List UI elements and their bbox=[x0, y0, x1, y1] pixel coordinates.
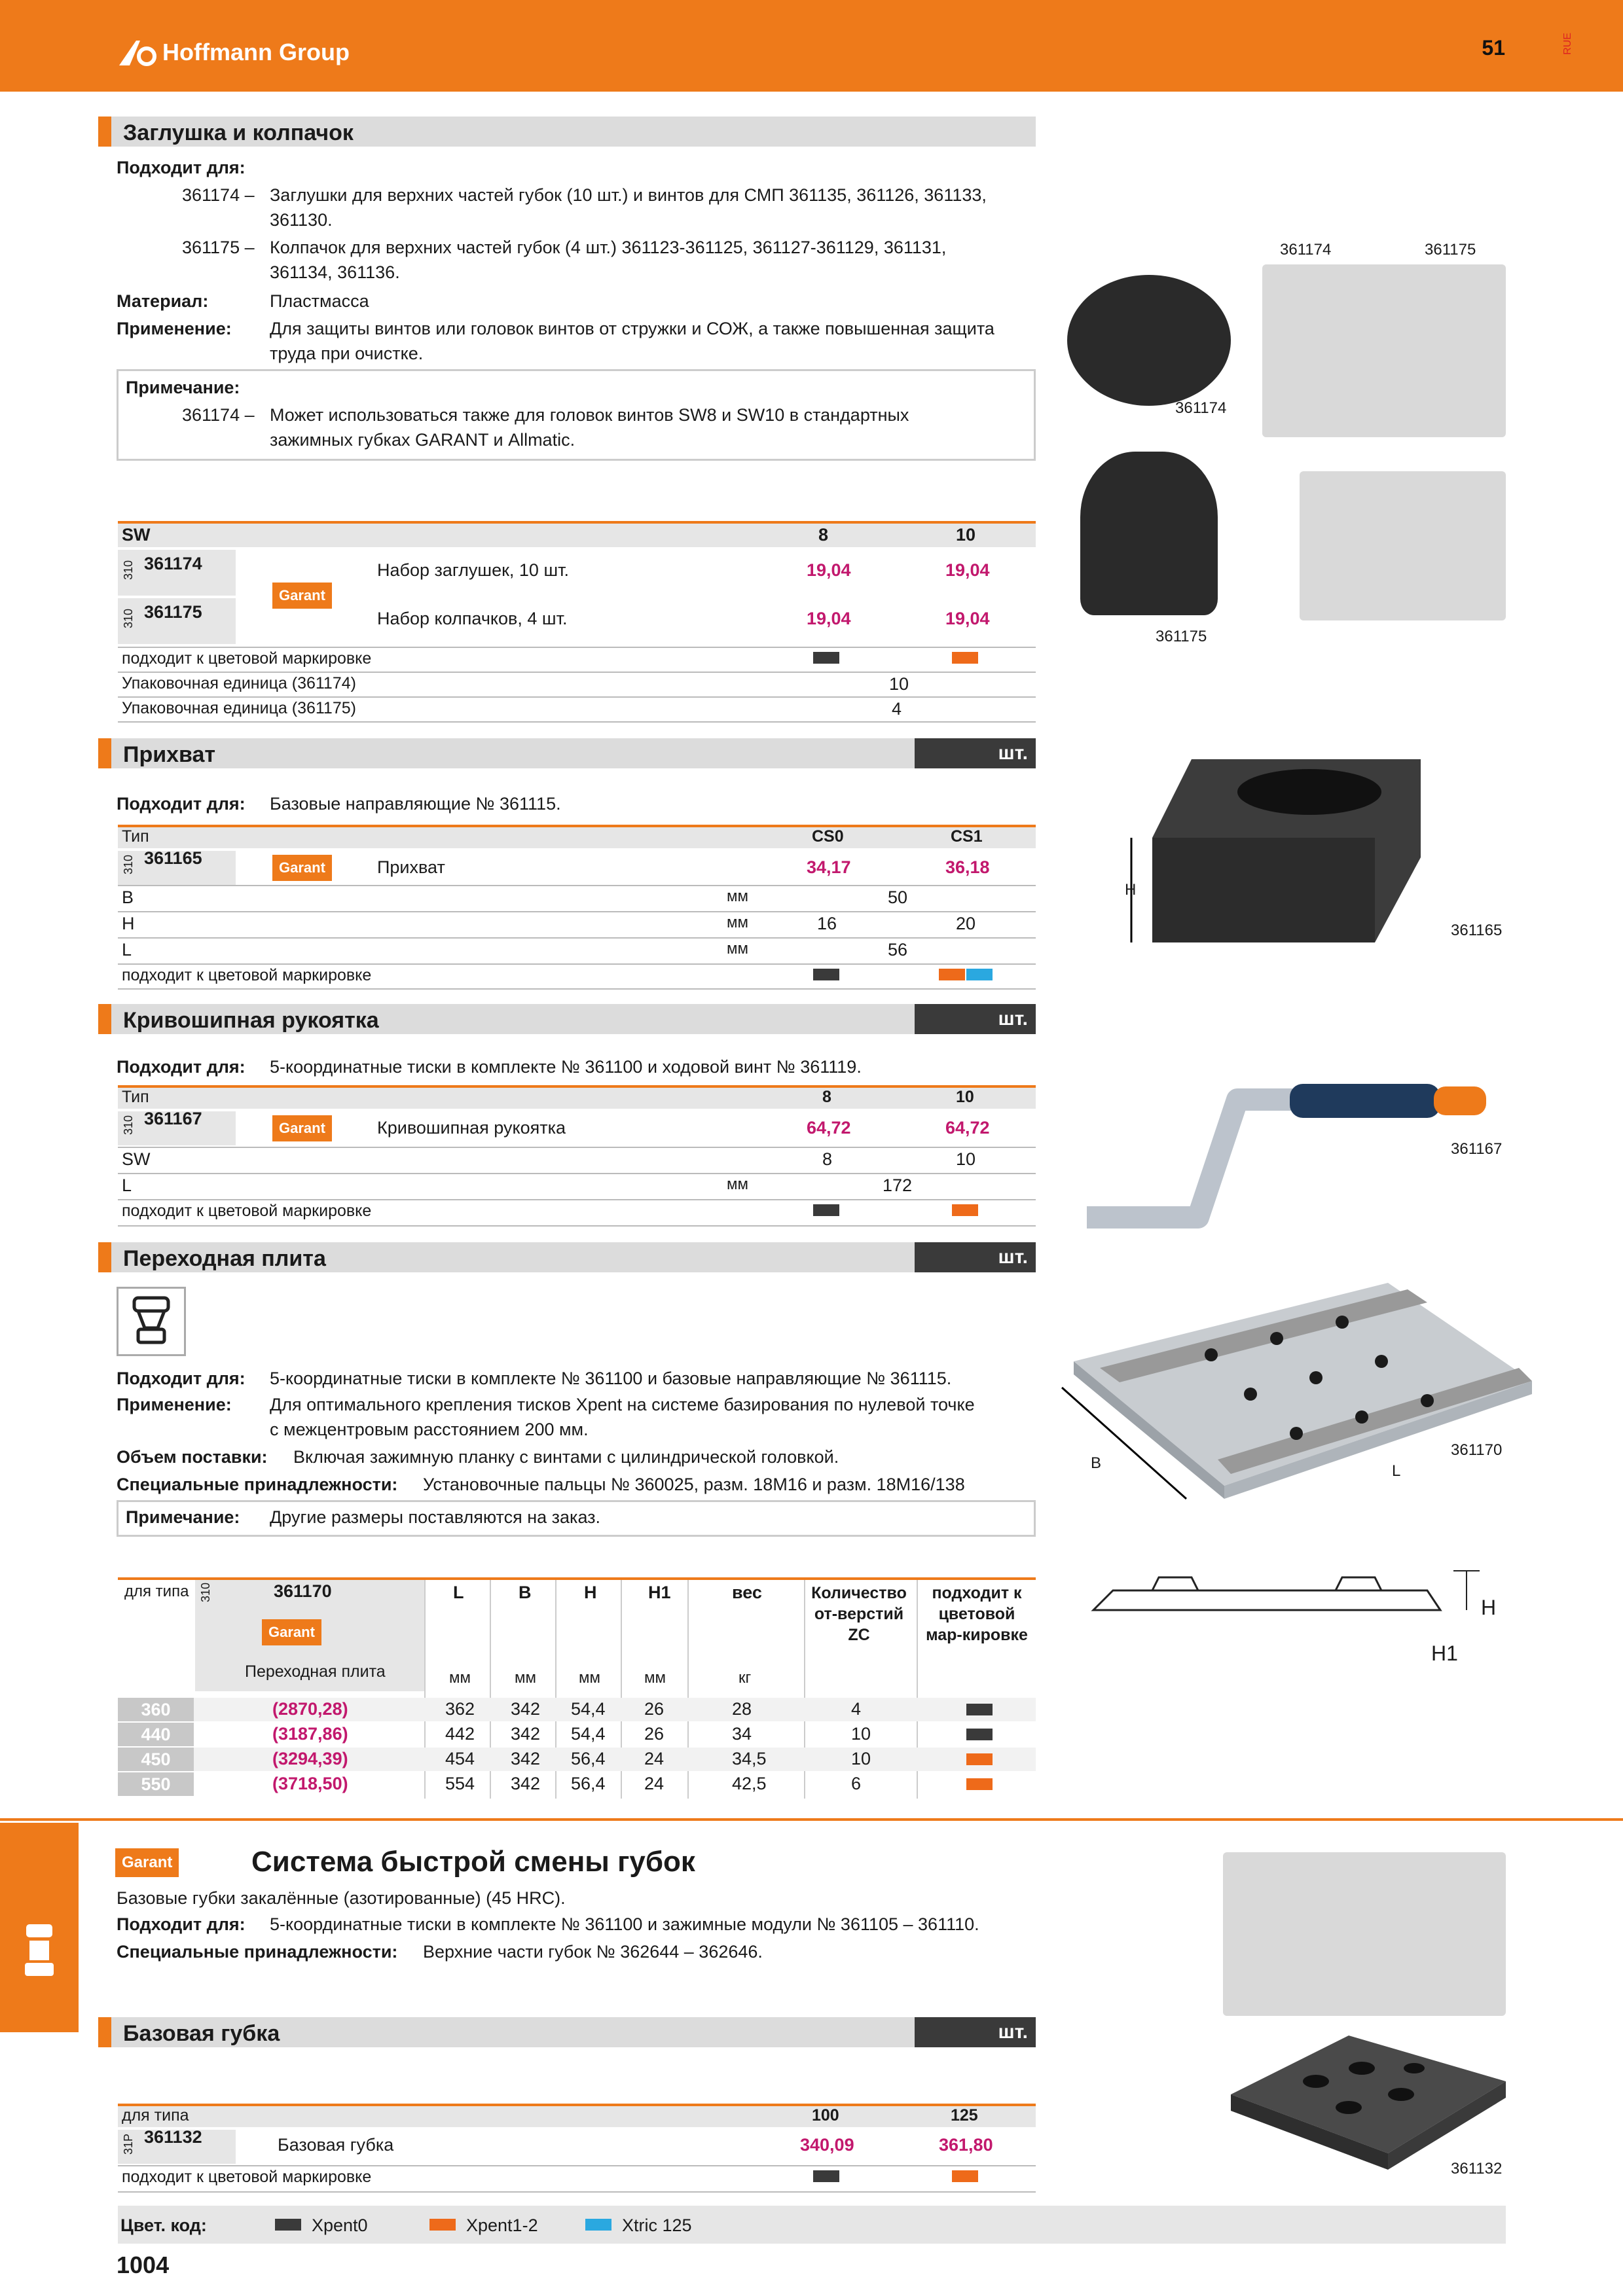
section-title: Прихват bbox=[123, 742, 216, 767]
r1-price-8: 19,04 bbox=[807, 560, 851, 580]
type-label: Тип bbox=[122, 1088, 149, 1106]
row-h1: 24 bbox=[644, 1774, 665, 1793]
section-title: Базовая губка bbox=[123, 2021, 280, 2046]
col-B: B bbox=[519, 1583, 532, 1602]
color-swatch-orange bbox=[952, 2170, 978, 2182]
plate-side-view bbox=[1087, 1558, 1493, 1630]
row-h1: 24 bbox=[644, 1749, 665, 1768]
sw-10: 10 bbox=[956, 525, 976, 545]
logo-text: Hoffmann Group bbox=[162, 39, 350, 65]
section-divider bbox=[0, 1818, 1623, 1821]
type-100: 100 bbox=[812, 2106, 839, 2125]
col-H1: H1 bbox=[648, 1583, 671, 1602]
pack2-label: Упаковочная единица (361175) bbox=[122, 699, 356, 717]
fits-label: Подходит для: bbox=[117, 158, 246, 177]
L-unit: мм bbox=[727, 1175, 748, 1193]
section-title: Кривошипная рукоятка bbox=[123, 1008, 379, 1033]
row-zc: 4 bbox=[851, 1699, 862, 1719]
pack2-value: 4 bbox=[892, 699, 902, 719]
garant-logo: Garant bbox=[272, 1115, 332, 1141]
note-label: Примечание: bbox=[126, 1507, 240, 1527]
acc-label: Специальные принадлежности: bbox=[117, 1942, 398, 1962]
unit-label: шт. bbox=[915, 738, 1036, 768]
part-number-361165: 361165 bbox=[144, 848, 202, 868]
fits-label: Подходит для: bbox=[117, 1914, 246, 1934]
fits-label: Подходит для: bbox=[117, 1369, 246, 1388]
price-100: 340,09 bbox=[800, 2135, 854, 2155]
row-color-swatch bbox=[966, 1753, 993, 1765]
fits-2-text2: 361134, 361136. bbox=[270, 262, 400, 282]
row-l: 454 bbox=[445, 1749, 475, 1768]
L-value: 56 bbox=[888, 940, 908, 960]
note-text2: зажимных губках GARANT и Allmatic. bbox=[270, 430, 575, 450]
row-color-swatch bbox=[966, 1704, 993, 1715]
use-text2: с межцентровым расстоянием 200 мм. bbox=[270, 1420, 589, 1439]
fits-label: Подходит для: bbox=[117, 794, 246, 814]
legend-xpent0: Xpent0 bbox=[312, 2215, 368, 2235]
fits-1-text2: 361130. bbox=[270, 210, 333, 230]
garant-logo: Garant bbox=[262, 1619, 321, 1645]
prefix: 31P bbox=[122, 2134, 135, 2155]
H-label: H bbox=[122, 914, 135, 933]
garant-logo: Garant bbox=[115, 1848, 179, 1877]
row-h1: 26 bbox=[644, 1699, 665, 1719]
vise-icon bbox=[119, 1289, 184, 1354]
use-text: Для защиты винтов или головок винтов от стружки и СОЖ, а также повышенная защита bbox=[270, 319, 994, 338]
r1-desc: Набор заглушек, 10 шт. bbox=[377, 560, 569, 580]
desc: Базовая губка bbox=[278, 2135, 394, 2155]
price-cs1: 36,18 bbox=[945, 857, 990, 877]
legend-xpent12: Xpent1-2 bbox=[466, 2215, 538, 2235]
fits-2-text: Колпачок для верхних частей губок (4 шт.) 361123-361125, 361127-361129, 361131, bbox=[270, 238, 947, 257]
clamp-image bbox=[1113, 753, 1427, 949]
B-value: 50 bbox=[888, 888, 908, 907]
type-cs0: CS0 bbox=[812, 827, 844, 846]
dim-H1: H1 bbox=[1431, 1641, 1458, 1665]
unit-label: шт. bbox=[915, 1004, 1036, 1034]
B-label: B bbox=[122, 888, 134, 907]
unit-label: шт. bbox=[915, 1242, 1036, 1272]
table-row bbox=[118, 1723, 1036, 1746]
color-swatch-cyan bbox=[966, 969, 993, 980]
system-line1: Базовые губки закалённые (азотированные) (45 HRC). bbox=[117, 1888, 566, 1908]
price-10: 64,72 bbox=[945, 1118, 990, 1138]
color-label: подходит к цветовой маркировке bbox=[122, 966, 372, 984]
r2-price-8: 19,04 bbox=[807, 609, 851, 628]
type-cs1: CS1 bbox=[951, 827, 983, 846]
row-color-swatch bbox=[966, 1778, 993, 1790]
fits-1-code: 361174 – bbox=[182, 185, 255, 205]
B-unit: мм bbox=[727, 888, 748, 905]
plug-caption: 361174 bbox=[1175, 399, 1227, 417]
col-color: подходит к цветовой мар-кировке bbox=[926, 1584, 1028, 1644]
desc: Кривошипная рукоятка bbox=[377, 1118, 566, 1138]
col-L: L bbox=[453, 1583, 464, 1602]
row-price: (3718,50) bbox=[272, 1774, 348, 1793]
use-text2: труда при очистке. bbox=[270, 344, 424, 363]
color-swatch-dark bbox=[813, 1204, 839, 1216]
prefix: 310 bbox=[122, 1115, 135, 1136]
type-10: 10 bbox=[956, 1088, 974, 1106]
legend-swatch-orange bbox=[429, 2219, 456, 2231]
hoffmann-logo bbox=[118, 36, 350, 69]
row-type: 440 bbox=[118, 1723, 194, 1746]
row-type: 450 bbox=[118, 1748, 194, 1771]
img-label-b: 361175 bbox=[1425, 241, 1476, 259]
row-w: 34 bbox=[732, 1724, 752, 1744]
section-header-clamp bbox=[98, 738, 1036, 768]
price-125: 361,80 bbox=[939, 2135, 993, 2155]
cap-image bbox=[1080, 452, 1218, 615]
r1-prefix: 310 bbox=[122, 560, 135, 581]
prefix: 310 bbox=[122, 855, 135, 875]
row-type: 550 bbox=[118, 1772, 194, 1796]
photo-cap-in-use bbox=[1300, 471, 1506, 620]
row-w: 34,5 bbox=[732, 1749, 767, 1768]
H-unit: мм bbox=[727, 914, 748, 931]
L-label: L bbox=[122, 1175, 132, 1195]
dim-H: H bbox=[1481, 1596, 1497, 1619]
col-H: H bbox=[584, 1583, 597, 1602]
row-b: 342 bbox=[511, 1724, 541, 1744]
sw-8: 8 bbox=[818, 525, 829, 545]
r2-price-10: 19,04 bbox=[945, 609, 990, 628]
fits-label: Подходит для: bbox=[117, 1057, 246, 1077]
legend-swatch-cyan bbox=[585, 2219, 611, 2231]
color-label-1: подходит к цветовой маркировке bbox=[122, 649, 372, 668]
row-price: (2870,28) bbox=[272, 1699, 348, 1719]
row-price: (3187,86) bbox=[272, 1724, 348, 1744]
legend-xtric: Xtric 125 bbox=[622, 2215, 692, 2235]
dim-H: H bbox=[1125, 881, 1137, 899]
row-b: 342 bbox=[511, 1749, 541, 1768]
vise-pictogram bbox=[117, 1287, 186, 1356]
dim-B-line bbox=[1055, 1381, 1239, 1512]
part-number-361132: 361132 bbox=[144, 2127, 202, 2147]
note-text: Другие размеры поставляются на заказ. bbox=[270, 1507, 601, 1527]
type-125: 125 bbox=[951, 2106, 978, 2125]
row-w: 28 bbox=[732, 1699, 752, 1719]
page-number-bottom: 1004 bbox=[117, 2251, 170, 2278]
unit-H1: мм bbox=[644, 1669, 666, 1687]
plug-image bbox=[1067, 275, 1231, 406]
part-number-361167: 361167 bbox=[144, 1109, 202, 1128]
garant-logo: Garant bbox=[272, 855, 332, 881]
plate-desc: Переходная плита bbox=[245, 1662, 386, 1681]
row-b: 342 bbox=[511, 1699, 541, 1719]
section-header-base-jaw bbox=[98, 2017, 1036, 2047]
material-label: Материал: bbox=[117, 291, 209, 311]
section-header-plugs bbox=[98, 117, 1036, 147]
color-label: подходит к цветовой маркировке bbox=[122, 2168, 372, 2186]
unit-H: мм bbox=[579, 1669, 600, 1687]
SW-label: SW bbox=[122, 1149, 151, 1169]
col-zc: Количество от-верстий ZC bbox=[811, 1584, 907, 1644]
part-number-361170: 361170 bbox=[274, 1581, 332, 1601]
section-title: Переходная плита bbox=[123, 1246, 326, 1271]
acc-label: Специальные принадлежности: bbox=[117, 1475, 398, 1494]
base-jaw-image bbox=[1218, 2029, 1519, 2173]
row-zc: 10 bbox=[851, 1749, 871, 1768]
prefix: 310 bbox=[199, 1583, 212, 1603]
table-row bbox=[118, 1748, 1036, 1771]
pack1-label: Упаковочная единица (361174) bbox=[122, 674, 356, 692]
unit-weight: кг bbox=[739, 1669, 752, 1687]
fits-text: 5-координатные тиски в комплекте № 361100 и зажимные модули № 361105 – 361110. bbox=[270, 1914, 979, 1934]
SW-8: 8 bbox=[822, 1149, 833, 1169]
price-8: 64,72 bbox=[807, 1118, 851, 1138]
page-number-top: 51 bbox=[1482, 36, 1505, 60]
fits-1-text: Заглушки для верхних частей губок (10 шт.) и винтов для СМП 361135, 361126, 361133, bbox=[270, 185, 987, 205]
acc-text: Верхние части губок № 362644 – 362646. bbox=[423, 1942, 763, 1962]
fits-text: 5-координатные тиски в комплекте № 361100 и ходовой винт № 361119. bbox=[270, 1057, 862, 1077]
type-8: 8 bbox=[822, 1088, 831, 1106]
legend-swatch-dark bbox=[275, 2219, 301, 2231]
price-cs0: 34,17 bbox=[807, 857, 851, 877]
scope-text: Включая зажимную планку с винтами с цилиндрической головкой. bbox=[293, 1447, 839, 1467]
row-l: 362 bbox=[445, 1699, 475, 1719]
r2-prefix: 310 bbox=[122, 609, 135, 629]
photo-plug-in-use bbox=[1262, 264, 1506, 437]
row-h: 54,4 bbox=[571, 1699, 606, 1719]
H-cs0: 16 bbox=[817, 914, 837, 933]
row-l: 442 bbox=[445, 1724, 475, 1744]
unit-B: мм bbox=[515, 1669, 536, 1687]
base-jaw-caption: 361132 bbox=[1451, 2160, 1503, 2178]
legend-label: Цвет. код: bbox=[120, 2215, 207, 2235]
section-header-crank bbox=[98, 1004, 1036, 1034]
L-label: L bbox=[122, 940, 132, 960]
note-code: 361174 – bbox=[182, 405, 255, 425]
color-swatch-dark bbox=[813, 969, 839, 980]
L-unit: мм bbox=[727, 940, 748, 958]
row-color-swatch bbox=[966, 1729, 993, 1740]
for-type-label: для типа bbox=[122, 2106, 189, 2125]
L-value: 172 bbox=[883, 1175, 913, 1195]
row-type: 360 bbox=[118, 1698, 194, 1721]
scope-label: Объем поставки: bbox=[117, 1447, 268, 1467]
color-swatch-orange bbox=[952, 1204, 978, 1216]
use-label: Применение: bbox=[117, 319, 232, 338]
row-zc: 10 bbox=[851, 1724, 871, 1744]
plate-caption: 361170 bbox=[1451, 1441, 1503, 1459]
type-label: Тип bbox=[122, 827, 149, 846]
sw-col-label: SW bbox=[122, 525, 151, 545]
SW-10: 10 bbox=[956, 1149, 976, 1169]
unit-L: мм bbox=[449, 1669, 471, 1687]
H-cs1: 20 bbox=[956, 914, 976, 933]
row-h1: 26 bbox=[644, 1724, 665, 1744]
photo-jaw-change bbox=[1223, 1852, 1506, 2016]
unit-label: шт. bbox=[915, 2017, 1036, 2047]
r1-price-10: 19,04 bbox=[945, 560, 990, 580]
clamp-caption: 361165 bbox=[1451, 922, 1503, 939]
system-title: Система быстрой смены губок bbox=[251, 1846, 695, 1878]
table-row bbox=[118, 1772, 1036, 1796]
table-row bbox=[118, 1698, 1036, 1721]
r1-part-number: 361174 bbox=[144, 554, 202, 573]
color-label: подходит к цветовой маркировке bbox=[122, 1202, 372, 1220]
pack1-value: 10 bbox=[889, 674, 909, 694]
note-label: Примечание: bbox=[126, 378, 240, 397]
row-w: 42,5 bbox=[732, 1774, 767, 1793]
material-value: Пластмасса bbox=[270, 291, 369, 311]
col-weight: вес bbox=[732, 1583, 762, 1602]
fits-text: Базовые направляющие № 361115. bbox=[270, 794, 561, 814]
color-swatch-orange bbox=[952, 652, 978, 664]
color-swatch-orange bbox=[939, 969, 965, 980]
side-tab bbox=[0, 1823, 79, 2032]
use-text: Для оптимального крепления тисков Xpent на системе базирования по нулевой точке bbox=[270, 1395, 975, 1414]
garant-logo: Garant bbox=[272, 583, 332, 609]
color-swatch-dark bbox=[813, 2170, 839, 2182]
desc: Прихват bbox=[377, 857, 445, 877]
color-swatch-dark bbox=[813, 652, 839, 664]
cap-caption: 361175 bbox=[1156, 628, 1207, 645]
use-label: Применение: bbox=[117, 1395, 232, 1414]
row-b: 342 bbox=[511, 1774, 541, 1793]
dim-B: B bbox=[1091, 1454, 1102, 1472]
fits-text: 5-координатные тиски в комплекте № 361100 и базовые направляющие № 361115. bbox=[270, 1369, 952, 1388]
vise-side-icon bbox=[20, 1921, 59, 1980]
img-label-a: 361174 bbox=[1280, 241, 1332, 259]
note-text: Может использоваться также для головок винтов SW8 и SW10 в стандартных bbox=[270, 405, 909, 425]
row-l: 554 bbox=[445, 1774, 475, 1793]
row-h: 56,4 bbox=[571, 1774, 606, 1793]
r2-desc: Набор колпачков, 4 шт. bbox=[377, 609, 568, 628]
acc-text: Установочные пальцы № 360025, разм. 18M16 и разм. 18M16/138 bbox=[423, 1475, 965, 1494]
fits-2-code: 361175 – bbox=[182, 238, 255, 257]
row-h: 56,4 bbox=[571, 1749, 606, 1768]
r2-part-number: 361175 bbox=[144, 602, 202, 622]
dim-L: L bbox=[1392, 1462, 1401, 1480]
crank-caption: 361167 bbox=[1451, 1140, 1503, 1158]
hoffmann-logo-icon bbox=[118, 38, 157, 67]
row-price: (3294,39) bbox=[272, 1749, 348, 1768]
edge-code: RUE bbox=[1562, 33, 1573, 55]
section-header-adapter-plate bbox=[98, 1242, 1036, 1272]
row-h: 54,4 bbox=[571, 1724, 606, 1744]
section-title: Заглушка и колпачок bbox=[123, 120, 354, 145]
for-type-label: для типа bbox=[124, 1583, 189, 1600]
row-zc: 6 bbox=[851, 1774, 862, 1793]
